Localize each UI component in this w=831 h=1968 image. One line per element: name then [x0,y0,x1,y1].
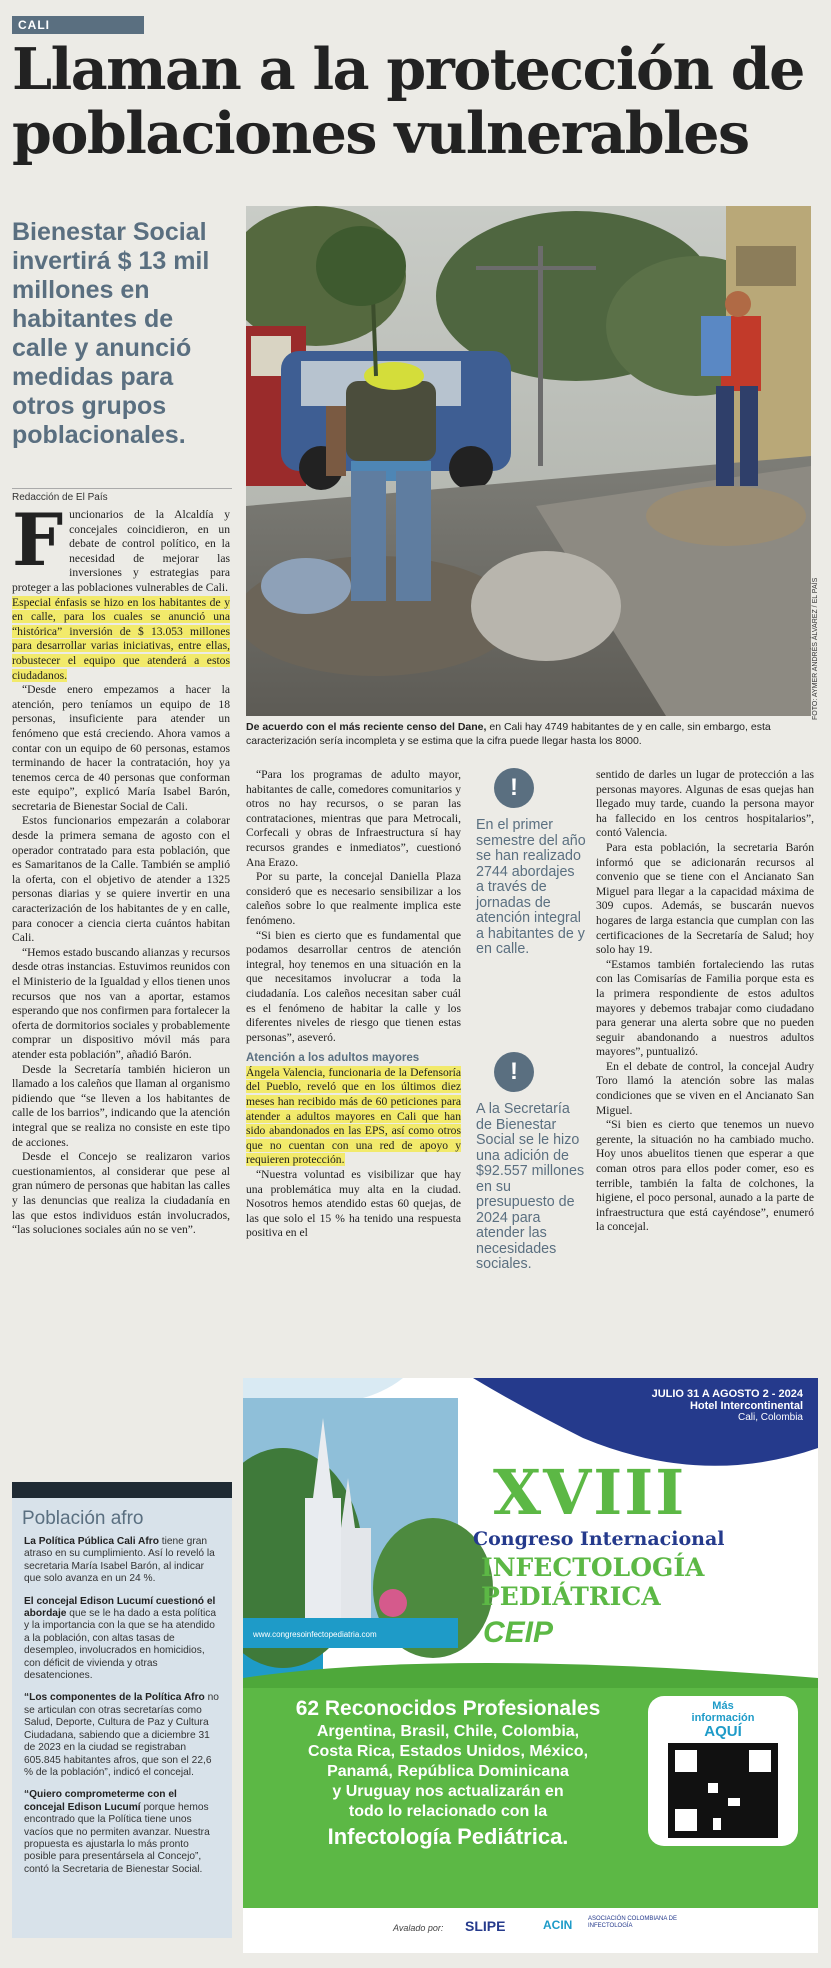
col2-paragraph-2: Por su parte, la concejal Daniella Plaza consideró que es necesario sensibilizar a los caleños sobre lo que realmente implica este fenómeno. [246,870,461,927]
sidebar-box [12,1498,232,1938]
column-2 [246,768,461,1241]
ad-line-6: todo lo relacionado con la [348,1803,548,1820]
news-photo [246,206,811,716]
col1-highlight: Especial énfasis se hizo en los habitantes de y en calle, para los cuales se anunció una “histórica” inversión de $ 13.053 millones para desarrollar varias iniciativas, entre ellas, robustecer el equipo que atenderá a estos ciudadanos. [12,595,230,682]
photo-caption [246,720,811,748]
col2-paragraph-5: “Nuestra voluntad es visibilizar que hay una problemática muy alta en la ciudad. Nosotros hemos atendido estas 60 quejas, de las que solo el 15 % ha tenido una respuesta positiva en el [246,1168,461,1240]
ad-endorsed: Avalado por: [393,1923,444,1933]
ad-specialty-2: PEDIÁTRICA [481,1582,661,1611]
col1-paragraph-1: uncionarios de la Alcaldía y concejales coincidieron, en un debate de control político, en la necesidad de mejorar las inversiones y estrategias para proteger a las poblaciones vulnerables de Cali. [12,508,230,594]
list-item: “Los componentes de la Política Afro no se articulan con otras secretarías como Salud, Deporte, Cultura de Paz y Cultura Ciudadana, sabiendo que a diciembre 31 de 2023 en la ciudad se registraban 605.845 habitantes afros, que son el 22,6 % de la población”, indicó el concejal. [24,1692,219,1778]
sponsor-acin-logo: ACIN [543,1918,573,1932]
ad-numeral: XVIII [493,1456,687,1529]
pull-quote-1 [476,768,586,958]
ad-qr-label: Más información AQUÍ [691,1700,755,1740]
ad-line-2: Argentina, Brasil, Chile, Colombia, [316,1723,580,1740]
sidebar-box-title: Población afro [22,1508,144,1529]
byline: Redacción de El País [12,488,232,503]
caption-text: en Cali hay 4749 habitantes de y en calle, sin embargo, esta caracterización sería incompleta y se estima que la cifra puede llegar hasta los 8000. [246,721,771,747]
ad-date: JULIO 31 A AGOSTO 2 - 2024 [651,1388,803,1400]
drop-cap: F [12,497,64,582]
pull-quote-2-text: A la Secretaría de Bienestar Social se le hizo una adición de $92.557 millones en su presupuesto de 2024 para atender las necesidades sociales. [476,1101,585,1272]
ad-brand-logo: CEIP [483,1616,554,1649]
ad-speakers-block [253,1696,643,1852]
street-scene-illustration [246,206,811,716]
headline-line-2: poblaciones vulnerables [12,100,749,167]
sidebar-box-header-bar [12,1482,232,1498]
ad-venue: Hotel Intercontinental [689,1400,803,1412]
column-4 [596,768,814,1235]
col2-paragraph-3: “Si bien es cierto que es fundamental que podamos desarrollar centros de atención integral, hoy tenemos en una situación en la que necesitamos involucrar a toda la ciudadanía. Los caleños necesitan saber cuál es el fenómeno de habitar la calle y los diferentes niveles de riesgo que tienen estas personas”, aseveró. [246,928,461,1044]
exclamation-icon: ! [494,1052,534,1092]
ad-url: www.congresoinfectopediatria.com [253,1630,377,1639]
photo-credit: FOTO: AYMER ANDRÉS ÁLVAREZ / EL PAÍS [812,577,819,720]
col4-paragraph-3: “Estamos también fortaleciendo las rutas con las Comisarías de Familia porque esta es la primera respondiente de estos adultos mayores y debemos trabajar como ciudadano para generar una alerta sobre que no pueden seguir abandonando a nuestros adultos mayores”, puntualizó. [596,957,814,1059]
ad-city: Cali, Colombia [737,1412,803,1423]
exclamation-icon: ! [494,768,534,808]
caption-lead: De acuerdo con el más reciente censo del Dane, [246,721,487,733]
sponsor-slipe-logo: SLIPE [465,1918,506,1934]
section-tag: CALI [12,16,144,34]
col2-paragraph-1: “Para los programas de adulto mayor, habitantes de calle, comedores comunitarios y otros no hay recursos, o se paran las contrataciones, mientras que para Metrocali, Corfecali y obras de Infraestructura sí hay recursos grandes e inmediatos”, cuestionó Ana Erazo. [246,768,461,869]
deck: Bienestar Social invertirá $ 13 mil millones en habitantes de calle y anunció medidas para otros grupos poblacionales. [12,218,210,449]
col1-paragraph-5: “Hemos estado buscando alianzas y recursos desde otras instancias. Estuvimos reunidos con el Ministerio de la Igualdad y ellos tienen unos recursos que nos van a aportar, estamos esperando que nos confirmen para fortalecer la oferta de dormitorios sociales y probablemente comprar un dispositivo móvil más para atender esta población”, añadió Barón. [12,945,230,1061]
col1-paragraph-7: Desde el Concejo se realizaron varios cuestionamientos, al considerar que pese al gran número de personas que habitan las calles y las denuncias que realiza la ciudadanía en las que estos individuos están involucrados, “las soluciones sociales aún no se ven”. [12,1150,230,1237]
ad-line-3: Costa Rica, Estados Unidos, México, [307,1743,589,1760]
col4-paragraph-2: Para esta población, la secretaria Barón informó que se adicionarán recursos al convenio que se tiene con el Ancianato San Miguel para llegar a la capacidad máxima de 309 cupos. Además, se buscarán nuevos hogares de larga estancia que cumplan con las certificaciones de la Secretaría de Salud; hoy solo hay 19. [596,840,814,957]
col4-paragraph-1: sentido de darles un lugar de protección a las personas mayores. Algunas de esas quejas han llegado muy tarde, cuando la persona mayor ha fallecido en los centros hospitalarios”, contó Valencia. [596,768,814,840]
ad-line-7: Infectología Pediátrica. [327,1824,569,1849]
pull-quote-2 [476,1052,586,1273]
ad-line-1: 62 Reconocidos Profesionales [295,1697,601,1720]
col1-paragraph-6: Desde la Secretaría también hicieron un llamado a los caleños que llaman al organismo pidiendo que “se lleven a los habitantes de calle de los barrios”, indicando que la atención integral que se realiza no consiste en este tipo de acciones. [12,1062,230,1149]
col4-paragraph-5: “Si bien es cierto que tenemos un nuevo gerente, la situación no ha cambiado mucho. Hoy unos abuelitos tienen que esperar a que coman otros para ellos poder comer, eso es terrible, también la falta de colchones, la higiene, el poco personal, aunado a la parte de infraestructura que está cayéndose”, enumeró la concejal. [596,1118,814,1234]
headline-line-1: Llaman a la protección de [12,36,804,103]
list-item: “Quiero comprometerme con el concejal Edison Lucumí porque hemos encontrado que la Política tiene unos vacíos que no permiten avanzar. Nuestra propuesta es ajustarla lo más pronto posible para presentársela al Concejo”, contó la Secretaria de Bienestar Social. [24,1789,210,1875]
ad-line-4: Panamá, República Dominicana [327,1763,569,1780]
sidebar-box-body [12,1536,232,1876]
pull-quote-1-text: En el primer semestre del año se han realizado 2744 abordajes a través de jornadas de atención integral a habitantes de y en calle. [476,817,586,957]
headline [12,38,822,166]
col2-subhead: Atención a los adultos mayores [246,1052,420,1065]
ad-specialty-1: INFECTOLOGÍA [481,1553,705,1582]
col4-paragraph-4: En el debate de control, la concejal Audry Toro llamó la atención sobre las malas condiciones que se viven en el Ancianato San Miguel. [596,1059,814,1117]
ad-congress: Congreso Internacional [473,1528,725,1550]
col1-paragraph-4: Estos funcionarios empezarán a colaborar desde la primera semana de agosto con el operador contratado para esta población, que es Samaritanos de la Calle. También se amplió la oferta, con el objetivo de atender a 1325 personas diarias y se quiere invertir en una caracterización de los habitantes de y en calle, para conocer a ciencia cierta cuántos habitan Cali. [12,814,230,945]
col1-paragraph-3: “Desde enero empezamos a hacer la atención, pero teníamos un equipo de 18 personas, insuficiente para atender un fenómeno que está creciendo. Ahora vamos a contar con un equipo de 60 personas, estamos terminando de hacer la contratación, hoy ya tenemos cerca de 40 personas que conforman este equipo”, explicó María Isabel Barón, secretaria de Bienestar Social de Cali. [12,683,230,813]
sponsor-acin-text: ASOCIACIÓN COLOMBIANA DE INFECTOLOGÍA [588,1916,678,1929]
ad-date-block [548,1388,803,1423]
ad-line-5: y Uruguay nos actualizarán en [332,1783,564,1800]
list-item: El concejal Edison Lucumí cuestionó el abordaje que se le ha dado a esta política y la importancia con la que se ha atendido a la población, con altas tasas de desempleo, involucrados en homicidios, con déficit de vivienda y otras desatenciones. [24,1595,216,1682]
col2-highlight: Ángela Valencia, funcionaria de la Defensoría del Pueblo, reveló que en los últimos diez meses han recibido más de 60 peticiones para atender a adultos mayores en Cali que han sido abandonados en las EPS, así como otros que no cuentan con una red de apoyo y requieren protección. [246,1065,461,1167]
qr-code-icon[interactable] [668,1743,778,1838]
advertisement [243,1378,818,1953]
list-item: La Política Pública Cali Afro tiene gran atraso en su cumplimiento. Así lo reveló la secretaria María Isabel Barón, al indicar que solo avanza en un 24 %. [24,1536,215,1585]
